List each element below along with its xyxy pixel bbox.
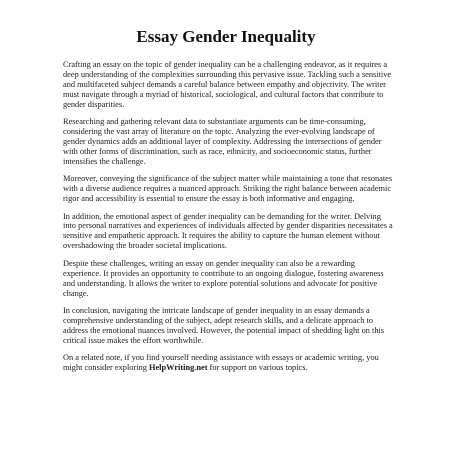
document-title: Essay Gender Inequality (136, 27, 316, 46)
paragraph-closing (63, 353, 395, 373)
paragraph-research: Researching and gathering relevant data to substantiate arguments can be time-consuming, considering the vast array of literature on the topic. Analyzing the ever-evolving landscape of gender dynamics adds an additional layer of complexity. Addressing the intersections of gender with other forms of discrimination, such as race, ethnicity, and socioeconomic status, further intensifies the challenge. (63, 117, 382, 166)
paragraph-emotional: In addition, the emotional aspect of gender inequality can be demanding for the writer. Delving into personal narratives and experiences of individuals affected by gender disparities necessitates a sensitive and empathetic approach. It requires the ability to capture the human element without overshadowing the broader societal implications. (63, 211, 393, 251)
document-body (63, 60, 395, 373)
closing-text-before: On a related note, if you find yourself needing assistance with essays or academic writing, you might consider exploring (63, 353, 379, 373)
paragraph-intro: Crafting an essay on the topic of gender inequality can be a challenging endeavor, as it requires a deep understanding of the complexities surrounding this pervasive issue. Tackling such a sensitive and multifaceted subject demands a careful balance between empathy and objectivity. The writer must navigate through a myriad of historical, sociological, and cultural factors that contribute to gender disparities. (63, 60, 392, 109)
closing-text-after: for support on various topics. (207, 363, 308, 373)
paragraph-conclusion: In conclusion, navigating the intricate landscape of gender inequality in an essay demands a comprehensive understanding of the subject, adept research skills, and a delicate approach to address the emotional nuances involved. However, the potential impact of shedding light on this critical issue makes the effort worthwhile. (63, 306, 385, 345)
helpwriting-link[interactable]: HelpWriting.net (148, 363, 208, 373)
paragraph-tone: Moreover, conveying the significance of the subject matter while maintaining a tone that resonates with a diverse audience requires a nuanced approach. Striking the right balance between academic rigor and accessibility is essential to ensure the essay is both informative and engaging. (63, 174, 393, 204)
paragraph-rewarding: Despite these challenges, writing an essay on gender inequality can also be a rewarding experience. It provides an opportunity to contribute to an ongoing dialogue, fostering awareness and understanding. It allows the writer to explore potential solutions and advocate for positive change. (63, 258, 384, 298)
